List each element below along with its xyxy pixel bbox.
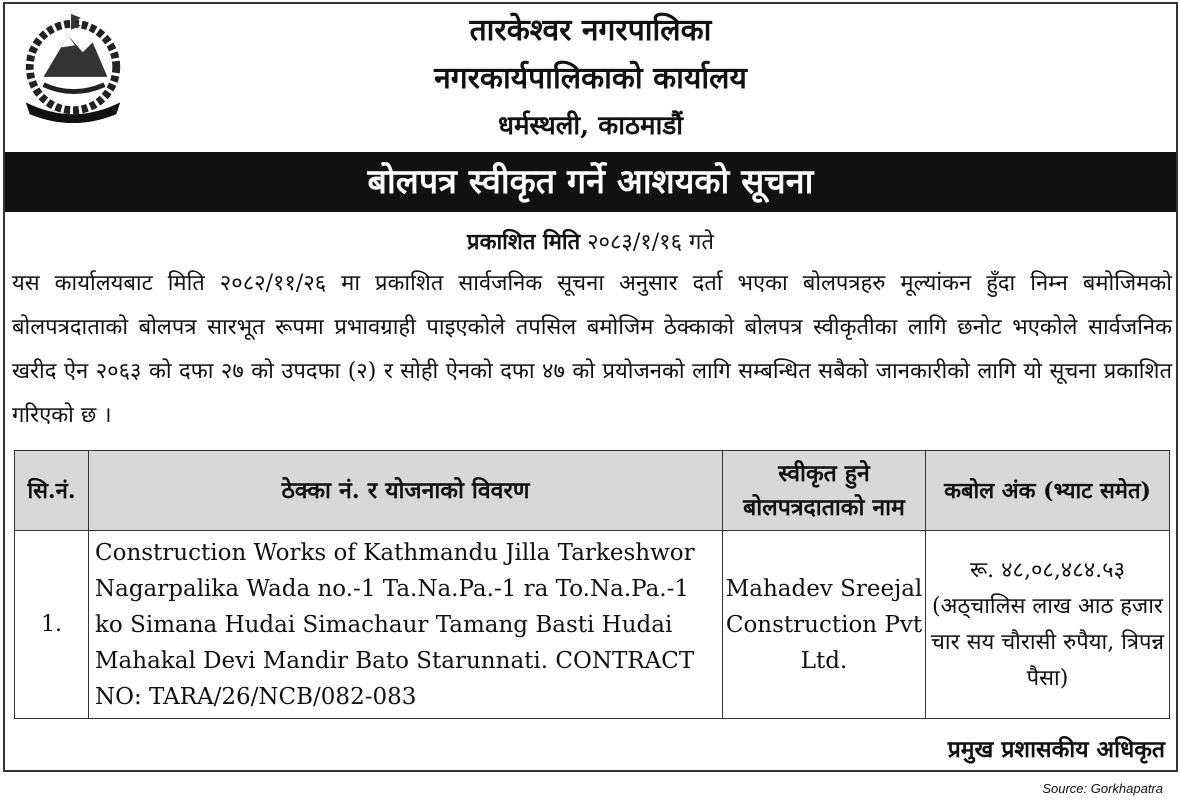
table-row: [15, 531, 1170, 719]
notice-title: बोलपत्र स्वीकृत गर्ने आशयको सूचना: [5, 152, 1176, 212]
amount-figure: रू. ४८,०८,४८४.५३: [969, 557, 1126, 583]
signature: प्रमुख प्रशासकीय अधिकृत: [947, 736, 1165, 763]
office-subtitle: नगरकार्यपालिकाको कार्यालय: [434, 61, 747, 96]
header-amount: कबोल अंक (भ्याट समेत): [926, 451, 1170, 531]
header-description: ठेक्का नं. र योजनाको विवरण: [89, 451, 723, 531]
office-name: तारकेश्वर नगरपालिका: [469, 13, 712, 48]
cell-bidder: Mahadev Sreejal Construction Pvt Ltd.: [723, 531, 926, 719]
award-table: [14, 450, 1170, 719]
cell-amount: [926, 531, 1170, 719]
header-bidder: स्वीकृत हुने बोलपत्रदाताको नाम: [723, 451, 926, 531]
source-credit: Source: Gorkhapatra: [1042, 781, 1163, 796]
header-sn: सि.नं.: [15, 451, 89, 531]
published-value: २०८३/१/१६ गते: [587, 230, 714, 255]
amount-words: (अठ्चालिस लाख आठ हजार चार सय चौरासी रुपैया, त्रिपन्न पैसा): [930, 593, 1165, 691]
cell-sn: 1.: [15, 531, 89, 719]
notice-body: यस कार्यालयबाट मिति २०८२/११/२६ मा प्रकाशित सार्वजनिक सूचना अनुसार दर्ता भएका बोलपत्रहरु मूल्यांकन हुँदा निम्न बमोजिमको बोलपत्रदाताको बोलपत्र सारभूत रूपमा प्रभावग्राही पाइएकोले तपसिल बमोजिम ठेक्काको बोलपत्र स्वीकृतीका लागि छनोट भएकोले सार्वजनिक खरीद ऐन २०६३ को दफा २७ को उपदफा (२) र सोही ऐनको दफा ४७ को प्रयोजनको लागि सम्बन्धित सबैको जानकारीको लागि यो सूचना प्रकाशित गरिएको छ ।: [12, 271, 1172, 428]
table-header-row: [15, 451, 1170, 531]
cell-description: Construction Works of Kathmandu Jilla Tarkeshwor Nagarpalika Wada no.-1 Ta.Na.Pa.-1 ra To.Na.Pa.-1 ko Simana Hudai Simachaur Tamang Basti Hudai Mahakal Devi Mandir Bato Starunnati. CONTRACT NO: TARA/26/NCB/082-083: [89, 531, 723, 719]
published-date: [0, 226, 1181, 256]
office-address: धर्मस्थली, काठमाडौं: [498, 111, 683, 141]
published-label: प्रकाशित मिति: [467, 229, 581, 255]
